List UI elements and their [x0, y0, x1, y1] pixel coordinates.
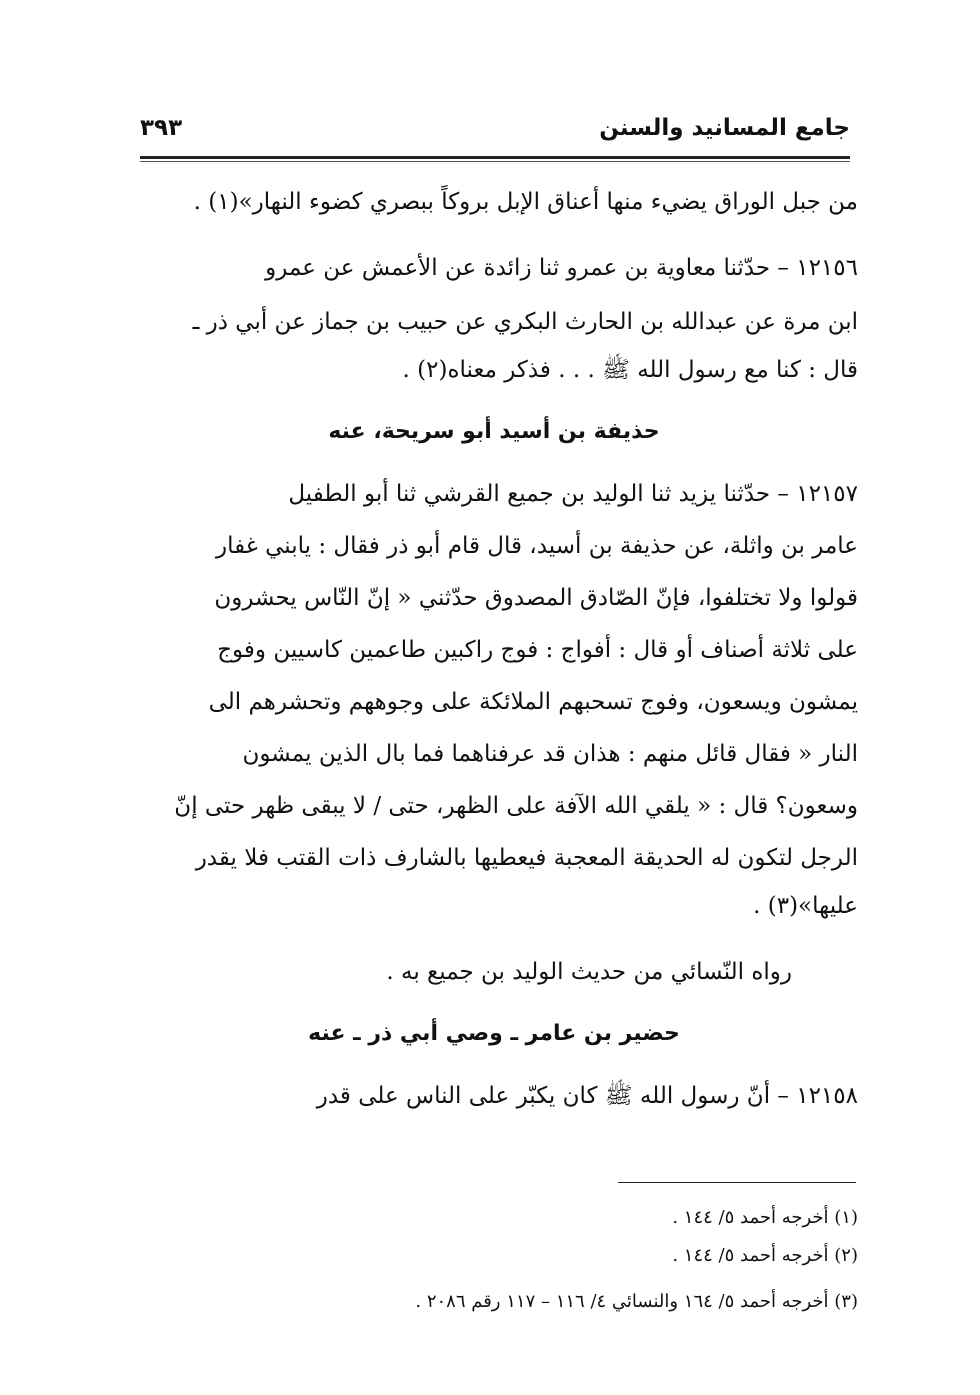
narration-note: رواه النّسائي من حديث الوليد بن جميع به .	[386, 959, 792, 985]
section-heading-hudayr: حضير بن عامر ـ وصي أبي ذر ـ عنه	[308, 1021, 680, 1046]
book-title: جامع المسانيد والسنن	[599, 115, 850, 141]
footnote-2: (٢) أخرجه أحمد ٥/ ١٤٤ .	[672, 1245, 858, 1266]
text-line: قال : كنا مع رسول الله ﷺ . . . فذكر معناه(٢) .	[402, 357, 858, 383]
hadith-12156-line-1: ١٢١٥٦ – حدّثنا معاوية بن عمرو ثنا زائدة عن الأعمش عن عمرو	[265, 255, 858, 281]
text-line: قولوا ولا تختلفوا، فإنّ الصّادق المصدوق حدّثني « إنّ النّاس يحشرون	[214, 585, 858, 611]
hadith-12157-line-1: ١٢١٥٧ – حدّثنا يزيد ثنا الوليد بن جميع القرشي ثنا أبو الطفيل	[288, 481, 858, 507]
hadith-12158-line-1: ١٢١٥٨ – أنّ رسول الله ﷺ كان يكبّر على الناس على قدر	[316, 1083, 858, 1109]
text-line: ابن مرة عن عبدالله بن الحارث البكري عن حبيب بن جماز عن أبي ذر ـ	[192, 309, 858, 335]
text-line: من جبل الوراق يضيء منها أعناق الإبل بروكاً ببصري كضوء النهار»(١) .	[193, 189, 858, 215]
text-line: النار « فقال قائل منهم : هذان قد عرفناهما فما بال الذين يمشون	[242, 741, 858, 767]
footnote-1: (١) أخرجه أحمد ٥/ ١٤٤ .	[672, 1207, 858, 1228]
text-line: يمشون ويسعون، وفوج تسحبهم الملائكة على وجوههم وتحشرهم الى	[208, 689, 858, 715]
header-rule-thin	[140, 161, 850, 162]
section-heading-hudhayfa: حذيفة بن أسيد أبو سريحة، عنه	[328, 419, 660, 444]
text-line: عامر بن واثلة، عن حذيفة بن أسيد، قال قام أبو ذر فقال : يابني غفار	[216, 533, 858, 559]
page-header	[140, 108, 850, 152]
footnote-3: (٣) أخرجه أحمد ٥/ ١٦٤ والنسائي ٤/ ١١٦ – ١١٧ رقم ٢٠٨٦ .	[415, 1291, 858, 1312]
text-line: الرجل لتكون له الحديقة المعجبة فيعطيها بالشارف ذات القتب فلا يقدر	[195, 845, 858, 871]
text-line: على ثلاثة أصناف أو قال : أفواج : فوج راكبين طاعمين كاسيين وفوج	[217, 637, 858, 663]
text-line: وسعون؟ قال : « يلقي الله الآفة على الظهر، حتى / لا يبقى ظهر حتى إنّ	[174, 793, 858, 819]
header-rule	[140, 156, 850, 159]
text-line: عليها»(٣) .	[753, 893, 858, 919]
footnote-rule	[618, 1182, 856, 1183]
page-number: ٣٩٣	[140, 115, 183, 141]
